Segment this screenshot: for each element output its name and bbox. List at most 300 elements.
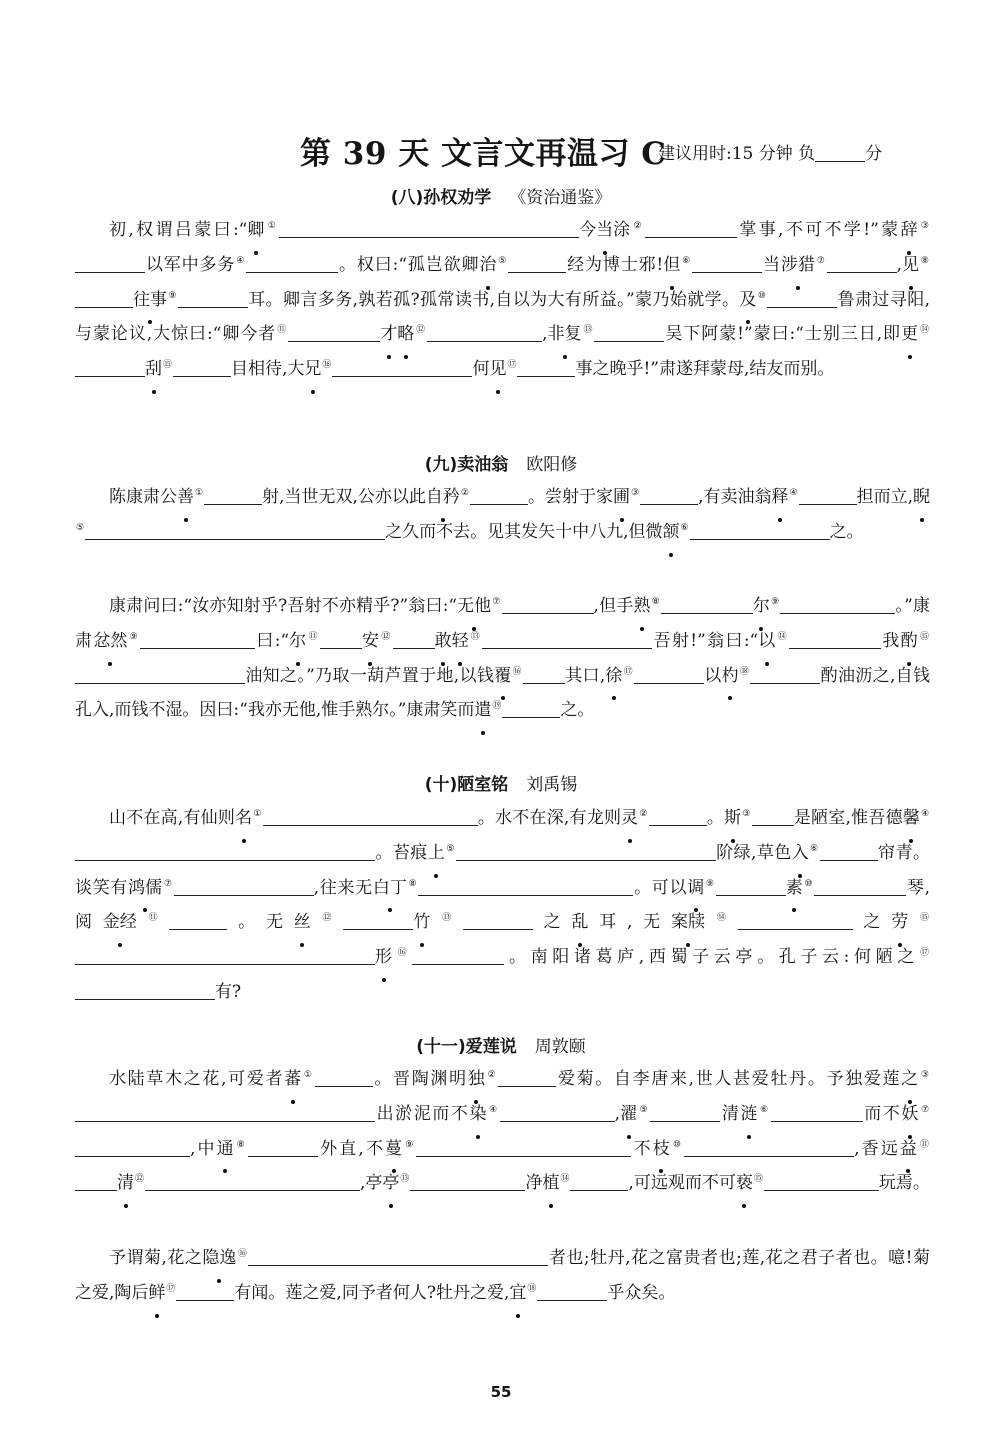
passage-text: ,可远观而不可 [628, 1173, 736, 1194]
answer-blank[interactable] [508, 256, 566, 273]
answer-blank[interactable] [75, 948, 375, 965]
keyword: 涟 [740, 1097, 757, 1132]
keyword: 见 [902, 248, 919, 283]
annotation-number: ⑨ [403, 1139, 416, 1150]
annotation-number: ⑦ [492, 597, 501, 607]
keyword: 自矜 [426, 480, 460, 515]
keyword: 竹 [413, 905, 430, 940]
keyword: 遣 [474, 693, 491, 728]
annotation-number: ⑭ [706, 913, 737, 924]
answer-blank[interactable] [764, 1174, 879, 1191]
passage-text: 曰:“ [255, 630, 290, 651]
annotation-number: ⑭ [776, 631, 788, 642]
passage-text: 康肃问曰:“汝亦知射乎?吾射不亦精乎?”翁曰:“ [109, 596, 458, 616]
passage-text: ,往来无 [313, 877, 373, 898]
annotation-number: ⑫ [415, 325, 427, 336]
annotation-number: ⑤ [76, 522, 85, 533]
answer-blank[interactable] [738, 913, 853, 930]
passage-text: ,有卖油翁 [698, 487, 772, 507]
section-source: 《资治通鉴》 [509, 188, 612, 208]
answer-blank[interactable] [246, 256, 338, 273]
annotation-number: ⑩ [757, 290, 767, 301]
answer-blank[interactable] [75, 983, 215, 1000]
answer-blank[interactable] [75, 256, 145, 273]
annotation-number: ⑱ [739, 666, 750, 677]
answer-blank[interactable] [178, 290, 248, 307]
answer-blank[interactable] [75, 1105, 375, 1122]
keyword: 忿然 [93, 624, 127, 659]
answer-blank[interactable] [463, 913, 533, 930]
section-heading [0, 770, 1002, 795]
annotation-number: ⑨ [770, 597, 780, 607]
answer-blank[interactable] [716, 878, 786, 895]
annotation-number: ⑨ [168, 290, 177, 301]
page-title: 第 39 天 文言文再温习 C [300, 136, 667, 172]
annotation-number: ③ [631, 488, 640, 498]
answer-blank[interactable] [85, 523, 385, 540]
keyword: 辞 [901, 213, 918, 248]
passage-text: 。 [706, 808, 725, 828]
page-number: 55 [490, 1383, 512, 1401]
annotation-number: ⑯ [393, 948, 412, 959]
annotation-number: ⑧ [234, 1139, 248, 1150]
keyword: 独 [468, 1062, 485, 1097]
annotation-number: ④ [236, 255, 246, 266]
passage-text: 。水不在深,有龙则 [477, 808, 622, 828]
keyword: 濯 [620, 1097, 637, 1132]
answer-blank[interactable] [502, 597, 594, 614]
keyword: 安 [362, 624, 379, 659]
annotation-number: ⑥ [681, 255, 692, 266]
keyword: 睨 [913, 480, 930, 515]
answer-blank[interactable] [537, 1284, 607, 1301]
annotation-number: ⑫ [379, 631, 392, 642]
keyword: 更 [901, 317, 918, 352]
keyword: 乱 [571, 905, 588, 940]
answer-blank[interactable] [470, 488, 528, 505]
answer-blank[interactable] [393, 632, 435, 649]
answer-blank[interactable] [780, 597, 895, 614]
annotation-number: ④ [487, 1104, 499, 1115]
section-heading [0, 450, 1002, 475]
annotation-number: ② [460, 488, 469, 498]
suggested-time: 建议用时:15 分钟 负 [658, 144, 816, 164]
annotation-number: ⑲ [492, 701, 502, 712]
answer-blank[interactable] [482, 632, 652, 649]
keyword: 上 [428, 836, 445, 871]
section-heading [0, 183, 1002, 208]
passage-text: 予谓菊,花之 [109, 1248, 203, 1268]
annotation-number: ③ [918, 221, 929, 231]
annotation-number: ⑮ [909, 913, 929, 924]
annotation-number: ⑰ [623, 666, 633, 677]
passage-text: ,亭 [360, 1173, 383, 1194]
annotation-number: ⑩ [670, 1139, 684, 1150]
passage-text: 之。 [560, 700, 595, 721]
answer-blank[interactable] [502, 701, 560, 718]
section-title: (九)卖油翁 [424, 455, 509, 475]
passage-text: 之久而不去。见其发矢十中八九,但微 [385, 521, 663, 542]
annotation-number: ③ [919, 1070, 930, 1080]
keyword: 调 [687, 871, 704, 906]
answer-blank[interactable] [332, 360, 472, 377]
section-source: 周敦颐 [534, 1037, 586, 1057]
passage-text: 琴,阅 [75, 877, 931, 933]
keyword: 涉猎 [781, 248, 815, 283]
passage-text: 者也;牡丹,花之富贵者也;莲,花之君子者也。噫!菊之爱,陶后 [75, 1248, 930, 1303]
annotation-number: ⑪ [277, 325, 288, 336]
annotation-number: ① [302, 1070, 314, 1080]
annotation-number: ⑨ [128, 631, 140, 642]
answer-blank[interactable] [789, 632, 881, 649]
keyword: 植 [542, 1166, 559, 1201]
annotation-number: ① [195, 488, 204, 498]
answer-blank[interactable] [140, 632, 255, 649]
keyword: 入 [792, 836, 809, 871]
passage-text: 阶绿,草色 [715, 842, 792, 863]
answer-blank[interactable] [500, 1105, 615, 1122]
section-source: 欧阳修 [526, 455, 578, 475]
passage-text: 。可以 [633, 877, 688, 898]
keyword: 往事 [133, 283, 167, 318]
keyword: 略 [397, 317, 414, 352]
answer-blank[interactable] [684, 1139, 854, 1156]
answer-blank[interactable] [75, 290, 133, 307]
annotation-number: ⑯ [512, 666, 522, 677]
passage-paragraph [75, 801, 930, 1010]
keyword: 清 [117, 1166, 134, 1201]
answer-blank[interactable] [799, 488, 857, 505]
passage-text: 我 [880, 630, 901, 651]
passage-text: 其口, [564, 665, 606, 686]
answer-blank[interactable] [820, 844, 878, 861]
keyword: 颔 [662, 515, 679, 550]
passage-text: ,中 [190, 1138, 217, 1159]
passage-text: 射,当世无双,公亦以此 [262, 487, 426, 507]
answer-blank[interactable] [649, 809, 707, 826]
answer-blank[interactable] [248, 1249, 548, 1266]
passage-paragraph [75, 213, 930, 387]
answer-blank[interactable] [75, 844, 375, 861]
answer-blank[interactable] [343, 913, 413, 930]
keyword: 素 [786, 871, 803, 906]
passage-text: 。尝射于家 [528, 487, 614, 507]
keyword: 蔓 [385, 1132, 402, 1167]
keyword: 卿 [247, 213, 264, 248]
annotation-number: ⑥ [680, 522, 689, 533]
passage-text: 之 [532, 912, 572, 933]
answer-blank[interactable] [416, 1139, 631, 1156]
passage-text: 爱菊。自李唐来,世人甚爱牡丹。予独爱莲 [556, 1069, 902, 1089]
passage-text: 之 [852, 912, 892, 933]
passage-text: 。权曰:“孤岂欲卿 [338, 254, 480, 275]
passage-text: 当 [762, 254, 781, 275]
passage-text: 帘青。谈笑有 [75, 842, 930, 898]
keyword: 隐逸 [202, 1241, 236, 1276]
annotation-number: ⑫ [311, 913, 343, 924]
passage-text: 而不 [862, 1103, 902, 1124]
passage-text: 何 [472, 359, 490, 380]
answer-blank[interactable] [427, 325, 542, 342]
answer-blank[interactable] [634, 666, 704, 683]
keyword: 之 [901, 1062, 918, 1097]
keyword: 灵 [621, 801, 638, 836]
answer-blank[interactable] [75, 1139, 190, 1156]
passage-text: 有闻。莲之爱,同予者何人?牡丹之爱, [234, 1282, 510, 1303]
answer-blank[interactable] [752, 809, 794, 826]
annotation-number: ⑰ [507, 360, 517, 371]
answer-blank[interactable] [767, 290, 837, 307]
passage-text: 目相待,大 [231, 359, 305, 380]
keyword: 酌 [901, 624, 918, 659]
time-score-info [658, 139, 882, 164]
keyword: 馨 [903, 801, 920, 836]
passage-text: 水陆草木之花,可爱者 [109, 1069, 285, 1089]
keyword: 熟 [633, 589, 650, 624]
annotation-number: ⑮ [753, 1174, 763, 1185]
passage-text: 有? [215, 981, 242, 1002]
keyword: 非复 [548, 317, 582, 352]
annotation-number: ④ [789, 488, 798, 498]
passage-text: 以军中多务 [145, 254, 236, 275]
passage-text: 。无 [227, 912, 294, 933]
annotation-number: ⑧ [407, 878, 418, 889]
keyword: 斯 [724, 801, 741, 836]
keyword: 以 [758, 624, 775, 659]
annotation-number: ⑱ [527, 1283, 537, 1294]
keyword: 益 [900, 1132, 917, 1167]
annotation-number: ⑥ [758, 1104, 770, 1115]
keyword: 形 [375, 940, 392, 975]
answer-blank[interactable] [320, 632, 362, 649]
passage-paragraph [75, 1241, 930, 1311]
keyword: 妖 [901, 1097, 918, 1132]
passage-text: , [542, 324, 548, 345]
annotation-number: ① [253, 809, 262, 819]
annotation-number: ② [631, 221, 644, 231]
passage-text: 。苔痕 [375, 842, 428, 863]
answer-blank[interactable] [645, 221, 737, 238]
passage-text: 吴下阿蒙!”蒙曰:“士别三日,即 [664, 324, 901, 345]
answer-blank[interactable] [690, 523, 830, 540]
keyword: 无他 [457, 589, 491, 624]
annotation-number: ⑮ [163, 360, 173, 371]
answer-blank[interactable] [827, 256, 897, 273]
answer-blank[interactable] [176, 1284, 234, 1301]
keyword: 金经 [103, 905, 137, 940]
keyword: 鸿儒 [128, 871, 162, 906]
annotation-number: ⑤ [638, 1104, 650, 1115]
keyword: 徐 [605, 659, 622, 694]
annotation-number: ⑦ [163, 878, 173, 889]
passage-text: 鲁肃过寻阳,与蒙论议,大惊曰:“卿今者 [75, 289, 930, 345]
answer-blank[interactable] [174, 878, 314, 895]
annotation-number: ⑯ [237, 1249, 248, 1259]
passage-text: 事之晚乎!”肃遂拜蒙母,结友而别。 [575, 359, 835, 380]
keyword: 刮 [145, 352, 162, 387]
score-blank[interactable] [815, 145, 865, 162]
passage-text: 掌事,不可不学!”蒙 [736, 220, 901, 240]
section-source: 刘禹锡 [526, 775, 578, 795]
answer-blank[interactable] [410, 1174, 525, 1191]
keyword: 亭 [382, 1166, 399, 1201]
answer-blank[interactable] [456, 844, 716, 861]
keyword: 鲜 [148, 1276, 165, 1311]
answer-blank[interactable] [661, 597, 753, 614]
keyword: 轻 [452, 624, 469, 659]
passage-text: 不 [631, 1138, 653, 1159]
passage-text: 酌油沥之,自钱孔入,而钱不湿。因曰:“我亦无他,惟手熟尔。”康肃笑而 [75, 665, 931, 721]
passage-text: 清 [720, 1103, 741, 1124]
annotation-number: ⑯ [322, 360, 332, 371]
answer-blank[interactable] [517, 360, 575, 377]
answer-blank[interactable] [418, 878, 633, 895]
passage-text: 乎众矣。 [607, 1282, 676, 1303]
keyword: 覆 [494, 659, 511, 694]
answer-blank[interactable] [75, 360, 145, 377]
passage-text: 出淤泥而不 [375, 1103, 470, 1124]
keyword: 治 [479, 248, 496, 283]
keyword: 才 [380, 317, 397, 352]
annotation-number: ⑧ [651, 597, 660, 607]
keyword: 枝 [653, 1132, 670, 1167]
answer-blank[interactable] [315, 1070, 373, 1087]
annotation-number: ⑨ [705, 878, 715, 889]
keyword: 释 [772, 480, 789, 515]
section-title: (十一)爱莲说 [416, 1037, 517, 1057]
keyword: 今当涂 [579, 213, 630, 248]
annotation-number: ⑬ [469, 631, 482, 642]
answer-blank[interactable] [263, 809, 478, 826]
section-title: (八)孙权劝学 [390, 188, 492, 208]
keyword: 通 [217, 1132, 234, 1167]
annotation-number: ⑤ [445, 843, 455, 854]
keyword: 尔 [289, 624, 306, 659]
keyword: 兄 [304, 352, 321, 387]
answer-blank[interactable] [650, 1105, 720, 1122]
passage-text: 担而立, [856, 487, 914, 507]
annotation-number: ⑰ [166, 1283, 176, 1294]
annotation-number: ⑩ [803, 878, 814, 889]
annotation-number: ⑪ [917, 1139, 930, 1150]
annotation-number: ② [639, 809, 648, 819]
answer-blank[interactable] [640, 488, 698, 505]
passage-text: 初,权谓吕蒙曰:“ [109, 220, 248, 240]
answer-blank[interactable] [145, 1174, 360, 1191]
passage-text: 陈康肃公 [109, 487, 178, 507]
answer-blank[interactable] [692, 256, 762, 273]
keyword: 名 [235, 801, 252, 836]
answer-blank[interactable] [248, 1139, 318, 1156]
passage-text: 之。 [829, 521, 864, 542]
answer-blank[interactable] [75, 1174, 117, 1191]
answer-blank[interactable] [594, 325, 664, 342]
keyword: 尔 [753, 589, 770, 624]
passage-text: 耳。卿言多务,孰若孤?孤常读书,自以为大有所益。”蒙乃始就学。 [247, 289, 740, 310]
passage-text: ,香远 [854, 1138, 900, 1159]
answer-blank[interactable] [279, 221, 579, 238]
answer-blank[interactable] [570, 1174, 628, 1191]
keyword: 圃 [613, 480, 630, 515]
passage-text: 玩焉。 [878, 1173, 930, 1194]
annotation-number: ⑬ [431, 913, 462, 924]
passage-paragraph [75, 1062, 930, 1201]
keyword: 丝 [294, 905, 311, 940]
keyword: 但 [663, 248, 680, 283]
passage-text: 。”康肃 [75, 596, 930, 651]
annotation-number: ① [265, 221, 279, 231]
keyword: 及 [739, 283, 756, 318]
annotation-number: ⑫ [135, 1174, 145, 1185]
answer-blank[interactable] [523, 666, 565, 683]
passage-text: , [896, 254, 903, 275]
score-unit: 分 [865, 144, 883, 164]
section-heading [0, 1032, 1002, 1057]
passage-text: ,但手 [593, 596, 634, 616]
keyword: 案牍 [671, 905, 705, 940]
passage-text: 。南阳诸葛庐,西蜀子云亭。孔子云:何陋之 [504, 947, 919, 968]
keyword: 蕃 [284, 1062, 301, 1097]
answer-blank[interactable] [173, 360, 231, 377]
annotation-number: ⑥ [809, 843, 819, 854]
annotation-number: ② [485, 1070, 498, 1080]
annotation-number: ⑭ [919, 325, 929, 336]
annotation-number: ③ [742, 809, 751, 819]
passage-paragraph [75, 589, 930, 728]
answer-blank[interactable] [498, 1070, 556, 1087]
answer-blank[interactable] [771, 1105, 863, 1122]
keyword: 宜 [509, 1276, 526, 1311]
annotation-number: ⑪ [307, 631, 319, 642]
answer-blank[interactable] [814, 878, 906, 895]
annotation-number: ⑦ [919, 1104, 930, 1115]
passage-text: 。晋陶渊明 [372, 1069, 468, 1089]
annotation-number: ⑬ [400, 1174, 410, 1185]
keyword: 劳 [891, 905, 908, 940]
passage-text: 山不在高,有仙则 [109, 808, 236, 828]
keyword: 善 [177, 480, 194, 515]
passage-text: 经为博士邪! [566, 254, 664, 275]
annotation-number: ⑧ [920, 255, 929, 266]
answer-blank[interactable] [288, 325, 380, 342]
answer-blank[interactable] [75, 666, 245, 683]
passage-text: , [614, 1103, 621, 1124]
passage-text: 是陋室,惟吾德 [793, 808, 903, 828]
passage-text: 油知之。”乃取一葫芦置于地,以钱 [245, 665, 495, 686]
annotation-number: ⑭ [560, 1174, 570, 1185]
keyword: 染 [469, 1097, 486, 1132]
section-title: (十)陋室铭 [424, 775, 509, 795]
passage-paragraph [75, 480, 930, 550]
keyword: 杓 [722, 659, 739, 694]
answer-blank[interactable] [412, 948, 504, 965]
answer-blank[interactable] [750, 666, 820, 683]
passage-text: 吾射!”翁曰:“ [652, 630, 759, 651]
annotation-number: ⑰ [919, 948, 929, 959]
keyword: 亵 [736, 1166, 753, 1201]
passage-text: 耳,无 [588, 912, 672, 933]
answer-blank[interactable] [204, 488, 262, 505]
answer-blank[interactable] [169, 913, 227, 930]
passage-text: 以 [703, 665, 722, 686]
annotation-number: ⑮ [918, 631, 929, 642]
keyword: 白丁 [373, 871, 407, 906]
annotation-number: ⑤ [497, 255, 508, 266]
annotation-number: ⑪ [137, 913, 169, 924]
annotation-number: ⑬ [582, 325, 594, 336]
keyword: 见 [489, 352, 506, 387]
annotation-number: ④ [920, 809, 930, 819]
